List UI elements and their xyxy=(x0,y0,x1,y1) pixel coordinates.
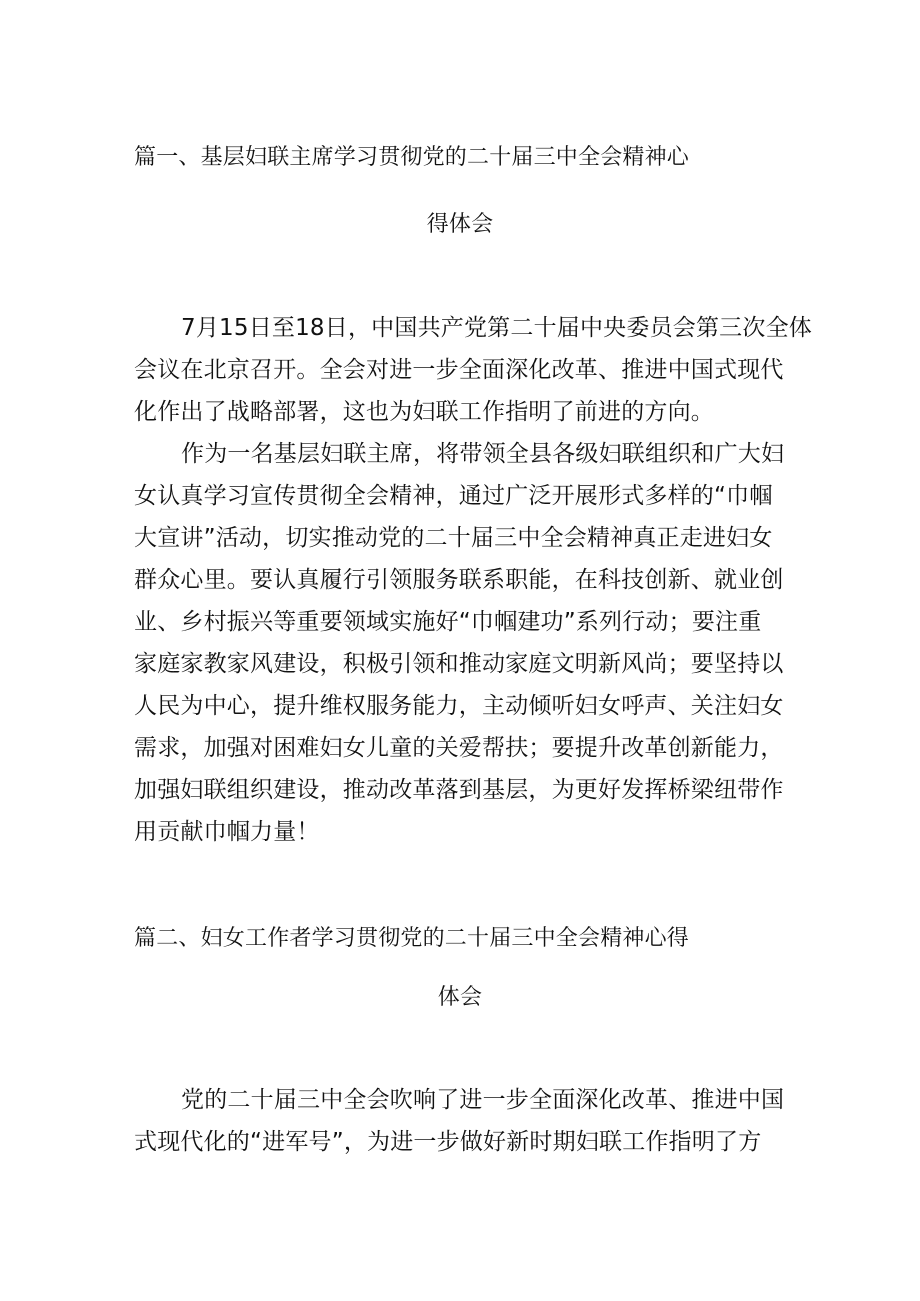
section1-paragraph2-line: 加强妇联组织建设，推动改革落到基层，为更好发挥桥梁纽带作 xyxy=(134,777,784,803)
section1-title-line2: 得体会 xyxy=(426,212,494,237)
section1-paragraph2-line: 业、乡村振兴等重要领域实施好“巾帼建功”系列行动；要注重 xyxy=(134,609,762,635)
section1-paragraph2-line: 人民为中心，提升维权服务能力，主动倾听妇女呼声、关注妇女 xyxy=(134,693,784,719)
section1-paragraph1-line: 会议在北京召开。全会对进一步全面深化改革、推进中国式现代 xyxy=(134,357,784,383)
section1-paragraph1-line: 化作出了战略部署，这也为妇联工作指明了前进的方向。 xyxy=(134,399,714,425)
section1-paragraph2-line: 家庭家教家风建设，积极引领和推动家庭文明新风尚；要坚持以 xyxy=(134,651,784,677)
section2-title-line1: 篇二、妇女工作者学习贯彻党的二十届三中全会精神心得 xyxy=(134,926,690,951)
section2-paragraph1-line: 党的二十届三中全会吹响了进一步全面深化改革、推进中国 xyxy=(181,1087,785,1113)
section1-paragraph2-line: 大宣讲”活动，切实推动党的二十届三中全会精神真正走进妇女 xyxy=(134,525,773,551)
section1-paragraph2-line: 需求，加强对困难妇女儿童的关爱帮扶；要提升改革创新能力， xyxy=(134,735,784,761)
section1-paragraph2-line: 用贡献巾帼力量！ xyxy=(134,819,320,845)
section1-paragraph1-line: 7月15日至18日，中国共产党第二十届中央委员会第三次全体 xyxy=(181,315,812,341)
section2-title-line2: 体会 xyxy=(437,985,483,1010)
section1-title-line1: 篇一、基层妇联主席学习贯彻党的二十届三中全会精神心 xyxy=(134,145,690,170)
section1-paragraph2-line: 女认真学习宣传贯彻全会精神，通过广泛开展形式多样的“巾帼 xyxy=(134,483,773,509)
section1-paragraph2-line: 作为一名基层妇联主席，将带领全县各级妇联组织和广大妇 xyxy=(181,441,785,467)
section2-paragraph1-line: 式现代化的“进军号”，为进一步做好新时期妇联工作指明了方 xyxy=(134,1129,762,1155)
section1-paragraph2-line: 群众心里。要认真履行引领服务联系职能，在科技创新、就业创 xyxy=(134,567,784,593)
